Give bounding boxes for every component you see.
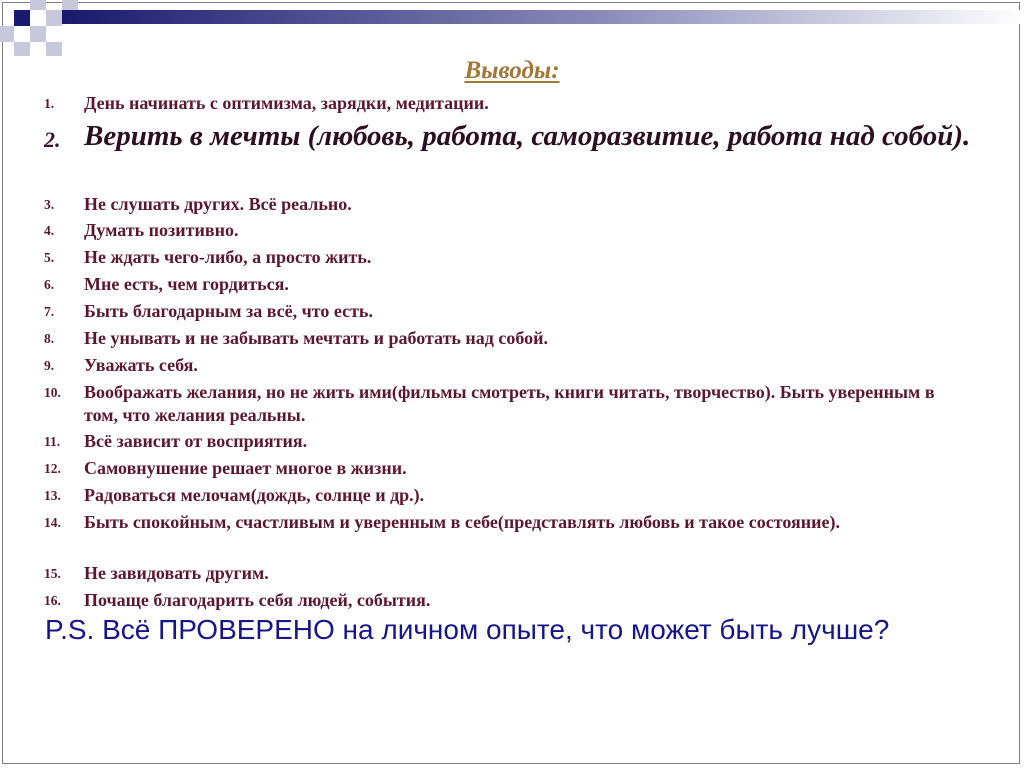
item-text: Воображать желания, но не жить ими(фильмы смотреть, книги читать, творчество). Быть уверенным в том, что желания реальны. <box>84 382 935 425</box>
item-number: 10. <box>44 385 61 400</box>
item-number: 16. <box>44 593 61 608</box>
item-number: 9. <box>44 358 55 373</box>
item-text: Радоваться мелочам(дождь, солнце и др.). <box>84 485 425 505</box>
header-square <box>62 0 78 10</box>
item-number: 4. <box>44 223 55 238</box>
item-text: Не завидовать другим. <box>84 563 269 583</box>
slide-title: Выводы: <box>464 57 560 84</box>
item-text: Верить в мечты (любовь, работа, саморазвитие, работа над собой). <box>84 120 971 152</box>
item-number: 3. <box>44 197 55 212</box>
item-number: 7. <box>44 304 55 319</box>
header-square <box>46 10 62 26</box>
header-square <box>46 42 62 56</box>
item-number: 13. <box>44 488 61 503</box>
item-number: 11. <box>44 434 61 449</box>
item-text: Думать позитивно. <box>84 220 239 240</box>
item-text: День начинать с оптимизма, зарядки, медитации. <box>84 93 489 113</box>
item-number: 14. <box>44 515 61 530</box>
header-square <box>14 42 30 56</box>
header-gradient-bar <box>62 10 1024 24</box>
item-text: Уважать себя. <box>84 355 198 375</box>
postscript: P.S. Всё ПРОВЕРЕНО на личном опыте, что может быть лучше? <box>45 614 890 645</box>
item-number: 2. <box>44 127 61 152</box>
item-number: 12. <box>44 461 61 476</box>
header-square <box>30 0 46 10</box>
header-square <box>30 26 46 42</box>
item-text: Быть спокойным, счастливым и уверенным в себе(представлять любовь и такое состояние). <box>84 512 840 532</box>
item-text: Не слушать других. Всё реально. <box>84 194 352 214</box>
header-square <box>0 26 14 42</box>
header-square <box>14 10 30 26</box>
item-text: Быть благодарным за всё, что есть. <box>84 301 373 321</box>
item-number: 1. <box>44 96 55 111</box>
item-number: 5. <box>44 250 55 265</box>
item-text: Всё зависит от восприятия. <box>84 431 308 451</box>
item-text: Почаще благодарить себя людей, события. <box>84 590 431 610</box>
item-text: Самовнушение решает многое в жизни. <box>84 458 407 478</box>
header-decoration <box>0 0 1024 60</box>
item-number: 8. <box>44 331 55 346</box>
item-text: Не ждать чего-либо, а просто жить. <box>84 247 372 267</box>
item-text: Мне есть, чем гордиться. <box>84 274 289 294</box>
item-number: 6. <box>44 277 55 292</box>
item-text: Не унывать и не забывать мечтать и работать над собой. <box>84 328 549 348</box>
item-number: 15. <box>44 566 61 581</box>
